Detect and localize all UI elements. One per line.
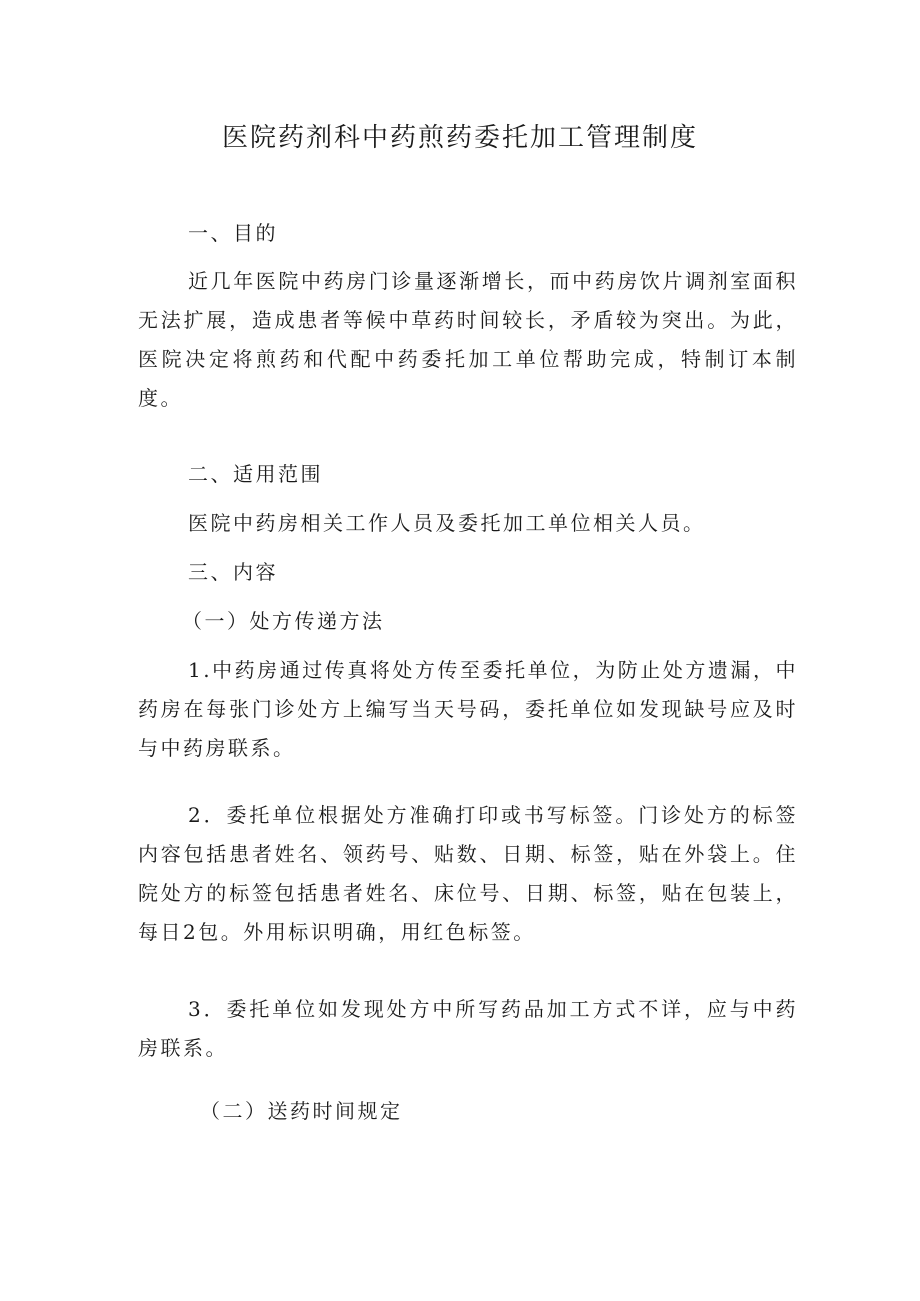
subsection-heading-prescription-transfer: （一）处方传递方法 bbox=[182, 609, 385, 633]
section-heading-purpose: 一、目的 bbox=[188, 221, 278, 245]
paragraph-scope: 医院中药房相关工作人员及委托加工单位相关人员。 bbox=[188, 511, 706, 535]
paragraph-purpose: 近几年医院中药房门诊量逐渐增长，而中药房饮片调剂室面积无法扩展，造成患者等候中草药时间较长，矛盾较为突出。为此，医院决定将煎药和代配中药委托加工单位帮助完成，特制订本制度。 bbox=[138, 269, 798, 410]
page-title: 医院药剂科中药煎药委托加工管理制度 bbox=[221, 123, 698, 153]
section-heading-scope: 二、适用范围 bbox=[188, 462, 323, 486]
list-item: 3．委托单位如发现处方中所写药品加工方式不详，应与中药房联系。 bbox=[138, 997, 798, 1060]
subsection-heading-delivery-time: （二）送药时间规定 bbox=[200, 1099, 403, 1123]
list-item: 1.中药房通过传真将处方传至委托单位，为防止处方遗漏，中药房在每张门诊处方上编写当天号码，委托单位如发现缺号应及时与中药房联系。 bbox=[138, 658, 798, 760]
list-item: 2．委托单位根据处方准确打印或书写标签。门诊处方的标签内容包括患者姓名、领药号、贴数、日期、标签，贴在外袋上。住院处方的标签包括患者姓名、床位号、日期、标签，贴在包装上，每日2包。外用标识明确，用红色标签。 bbox=[138, 803, 798, 944]
section-heading-content: 三、内容 bbox=[188, 560, 278, 584]
